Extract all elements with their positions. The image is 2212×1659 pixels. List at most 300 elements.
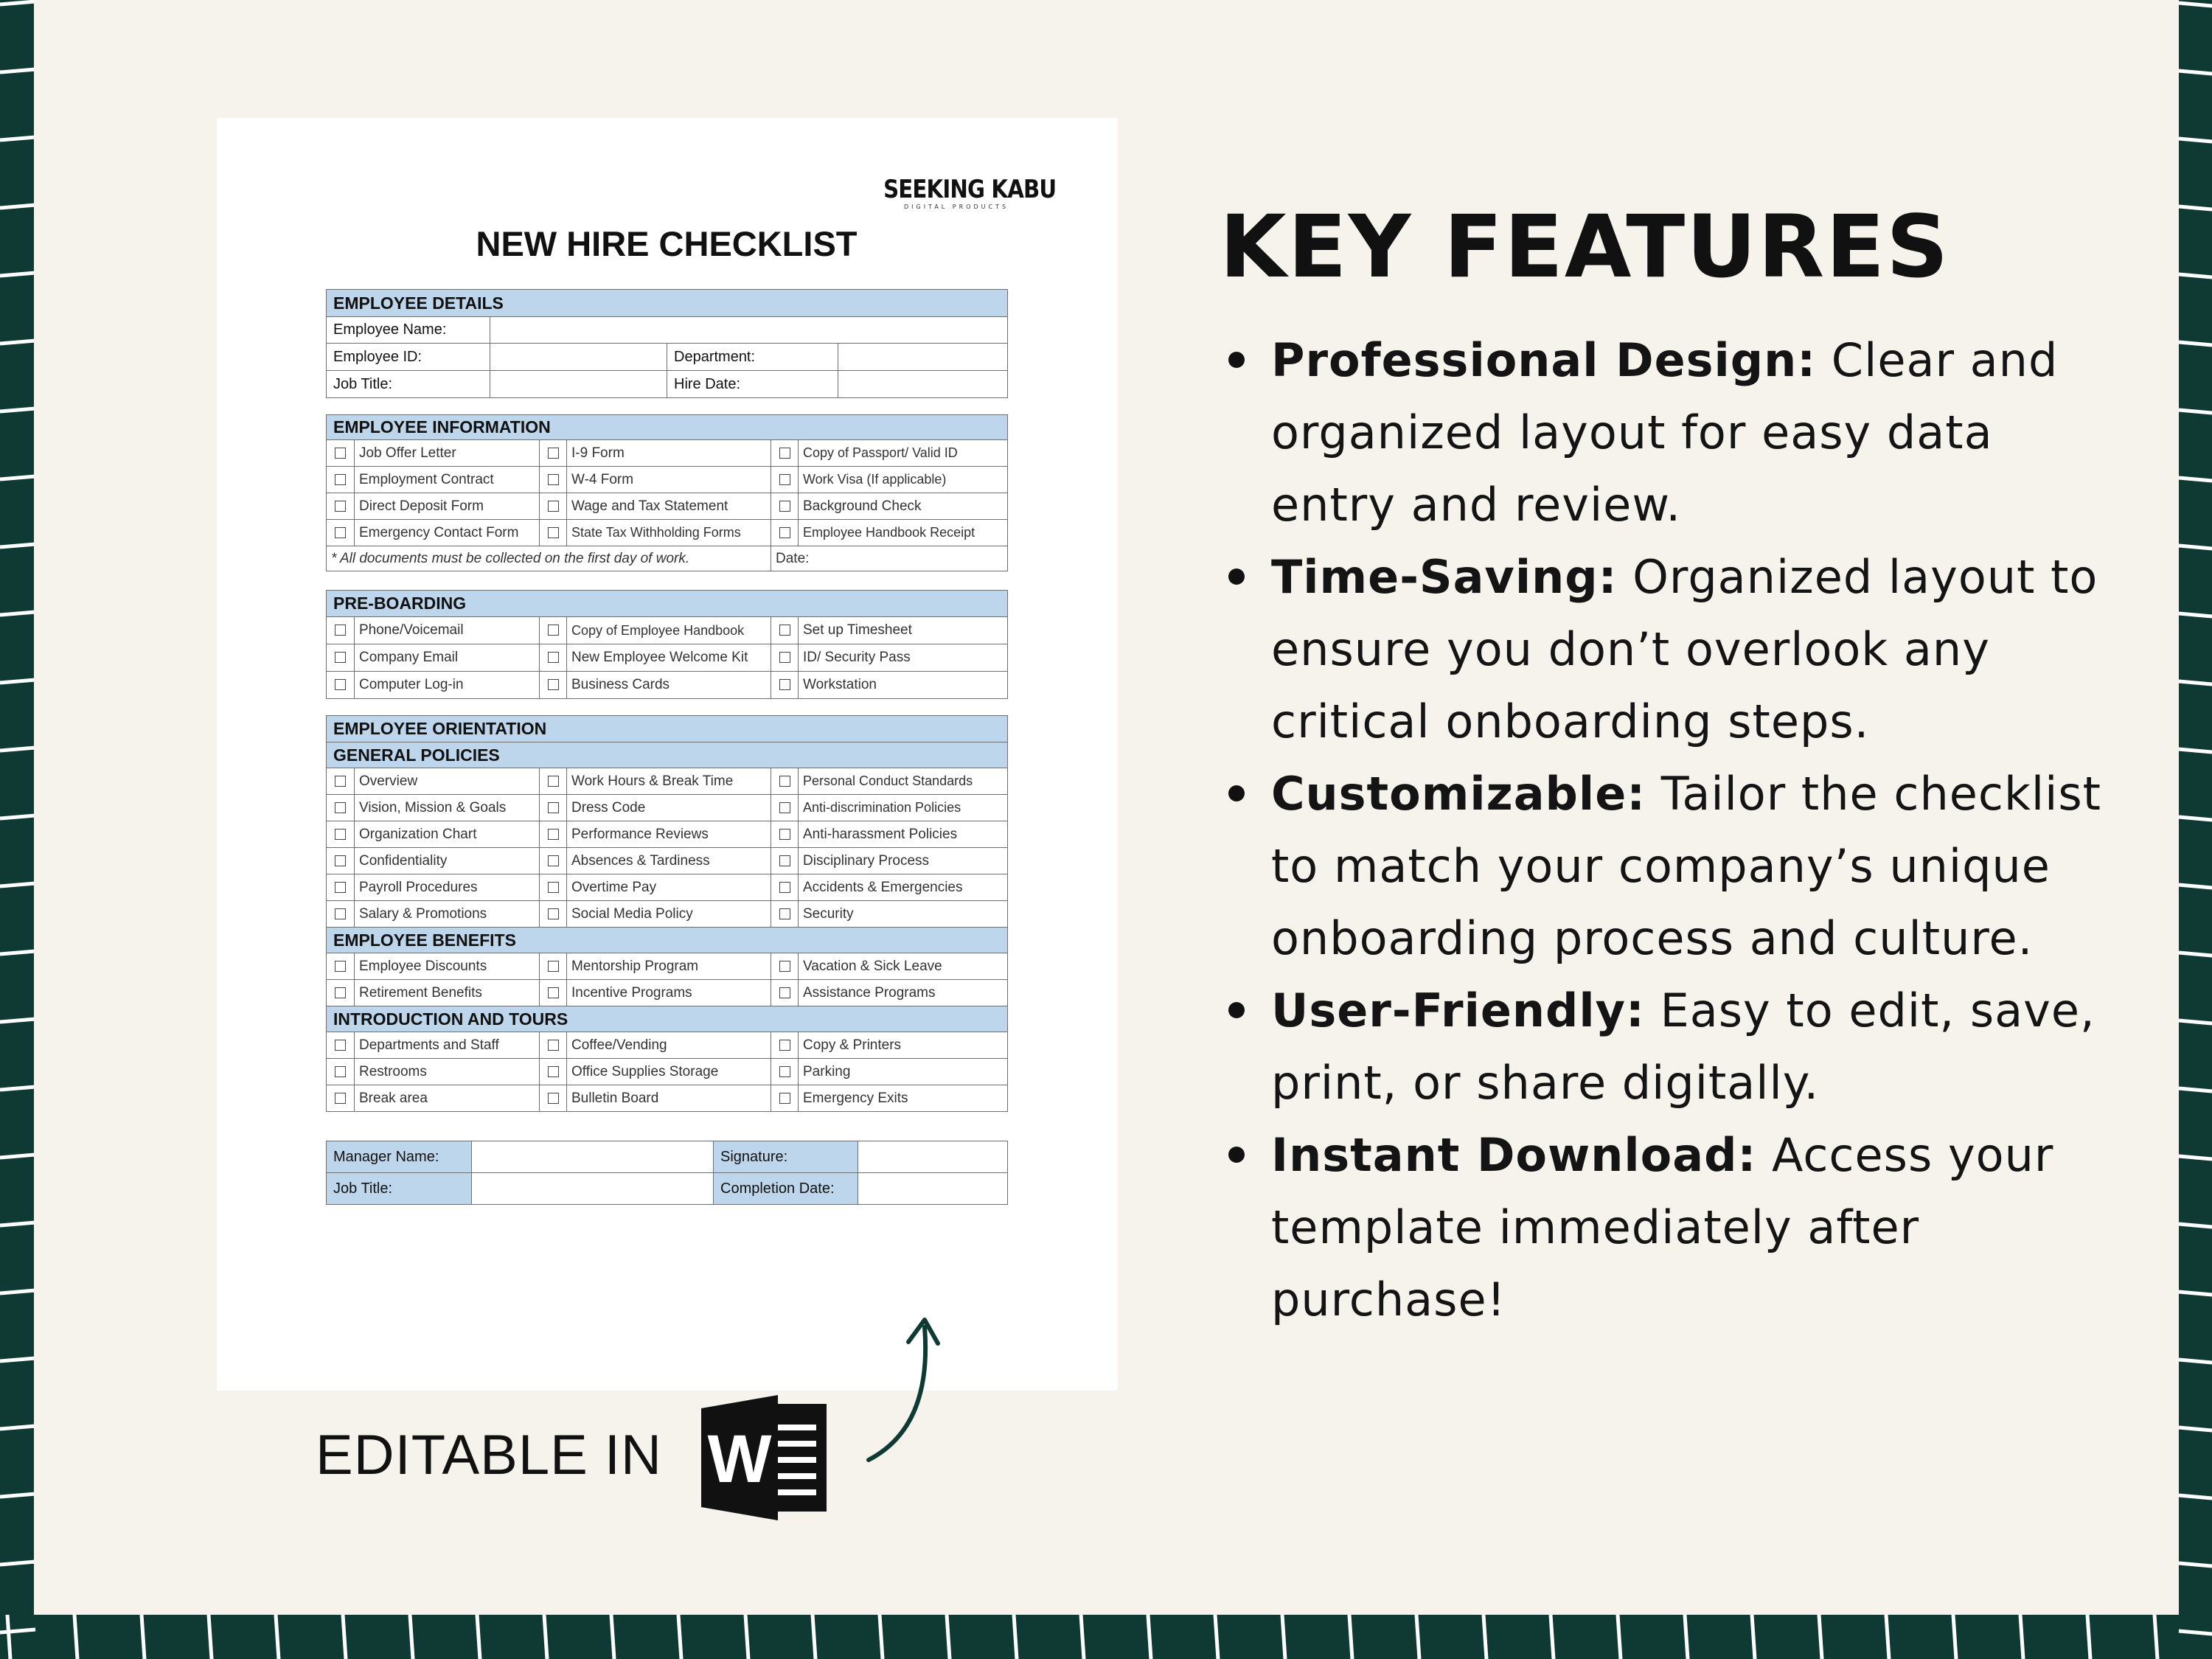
checklist-item-label: [355, 980, 540, 1006]
section-header: EMPLOYEE INFORMATION: [327, 415, 1008, 440]
item-text: Parking: [803, 1063, 851, 1079]
checkbox-box[interactable]: [548, 448, 559, 459]
checklist-item-label: [355, 1059, 540, 1085]
department-field[interactable]: [838, 344, 1008, 371]
item-text: Mentorship Program: [571, 958, 699, 974]
checkbox-box[interactable]: [335, 679, 346, 690]
bullet-icon: [1228, 568, 1245, 585]
checkbox-box[interactable]: [779, 1066, 790, 1077]
checkbox[interactable]: [540, 672, 567, 699]
checkbox-box[interactable]: [548, 625, 559, 636]
bullet-icon: [1228, 1147, 1245, 1163]
item-text: Overview: [359, 773, 418, 789]
checkbox-box[interactable]: [335, 855, 346, 866]
feature-name: User-Friendly:: [1271, 984, 1645, 1037]
checkbox[interactable]: [327, 768, 355, 795]
checkbox-box[interactable]: [335, 802, 346, 813]
checkbox-box[interactable]: [779, 855, 790, 866]
item-text: Anti-discrimination Policies: [803, 800, 961, 815]
feature-item: [1228, 324, 2113, 541]
checkbox-box[interactable]: [548, 961, 559, 972]
checkbox[interactable]: [540, 1032, 567, 1059]
checklist-item-label: [567, 874, 771, 901]
checkbox[interactable]: [771, 848, 799, 874]
checkbox-box[interactable]: [335, 652, 346, 663]
checkbox-box[interactable]: [779, 776, 790, 787]
checkbox[interactable]: [771, 821, 799, 848]
feature-description: Easy to edit, save, print, or share digitally.: [1271, 984, 2096, 1110]
checklist-item-label: [799, 672, 1008, 699]
section-header: EMPLOYEE DETAILS: [327, 290, 1008, 317]
checkbox[interactable]: [771, 644, 799, 672]
checklist-item-label: [799, 644, 1008, 672]
checklist-item-label: [355, 1085, 540, 1112]
item-text: W-4 Form: [571, 471, 634, 487]
checkbox-box[interactable]: [548, 908, 559, 919]
item-text: Security: [803, 905, 854, 922]
item-text: Employment Contract: [359, 471, 494, 487]
item-text: I-9 Form: [571, 445, 625, 461]
checkbox[interactable]: [771, 1059, 799, 1085]
checkbox-box[interactable]: [335, 908, 346, 919]
checklist-item-label: [567, 848, 771, 874]
item-text: Copy of Employee Handbook: [571, 622, 745, 638]
item-text: Overtime Pay: [571, 879, 657, 895]
item-text: Retirement Benefits: [359, 984, 482, 1001]
bullet-icon: [1228, 1002, 1245, 1018]
checkbox-box[interactable]: [335, 1093, 346, 1104]
checklist-item-label: [567, 901, 771, 928]
cream-panel: [34, 0, 2179, 1615]
signoff-job-title-field[interactable]: [472, 1173, 714, 1205]
checklist-item-label: [355, 821, 540, 848]
document-title: NEW HIRE CHECKLIST: [476, 224, 858, 263]
checkbox-box[interactable]: [335, 625, 346, 636]
manager-name-label: Manager Name:: [327, 1141, 472, 1173]
employee-orientation-section: [326, 715, 1007, 1112]
checkbox[interactable]: [771, 493, 799, 520]
checklist-row: [327, 848, 1008, 874]
bullet-icon: [1228, 352, 1245, 368]
checkbox-box[interactable]: [779, 961, 790, 972]
feature-item: [1228, 541, 2113, 758]
feature-name: Professional Design:: [1271, 333, 1817, 387]
item-text: Assistance Programs: [803, 984, 936, 1001]
checkbox-box[interactable]: [779, 652, 790, 663]
item-text: Dress Code: [571, 799, 646, 815]
checkbox-box[interactable]: [548, 1066, 559, 1077]
checkbox[interactable]: [771, 953, 799, 980]
checklist-item-label: [567, 520, 771, 546]
checkbox[interactable]: [771, 1032, 799, 1059]
checkbox-box[interactable]: [548, 855, 559, 866]
checkbox-box[interactable]: [335, 987, 346, 998]
checkbox-box[interactable]: [779, 679, 790, 690]
signoff-section: [326, 1141, 1007, 1205]
checkbox-box[interactable]: [779, 474, 790, 485]
checkbox[interactable]: [540, 1085, 567, 1112]
checklist-item-label: [799, 1032, 1008, 1059]
checkbox[interactable]: [540, 1059, 567, 1085]
employee-details-section: [326, 289, 1007, 398]
checkbox-box[interactable]: [548, 987, 559, 998]
checklist-item-label: [567, 980, 771, 1006]
checkbox[interactable]: [540, 644, 567, 672]
item-text: Vacation & Sick Leave: [803, 958, 942, 974]
checkbox[interactable]: [540, 467, 567, 493]
checkbox-box[interactable]: [335, 829, 346, 840]
checklist-item-label: [355, 617, 540, 644]
checklist-item-label: [355, 493, 540, 520]
checkbox-box[interactable]: [335, 501, 346, 512]
feature-name: Customizable:: [1271, 767, 1646, 821]
checkbox-box[interactable]: [548, 882, 559, 893]
checklist-item-label: [355, 768, 540, 795]
checkbox[interactable]: [771, 768, 799, 795]
features-list: [1228, 324, 2113, 1336]
feature-item: [1228, 758, 2113, 975]
checklist-item-label: [799, 980, 1008, 1006]
checkbox-box[interactable]: [779, 448, 790, 459]
word-icon: [701, 1392, 835, 1523]
employee-information-table: [326, 414, 1008, 571]
curved-arrow: [860, 1305, 956, 1475]
item-text: Emergency Exits: [803, 1090, 908, 1106]
hire-date-field[interactable]: [838, 371, 1008, 398]
item-text: Departments and Staff: [359, 1037, 499, 1053]
collection-note: * All documents must be collected on the first day of work.: [327, 546, 771, 571]
checklist-row: [327, 672, 1008, 699]
checkbox-box[interactable]: [779, 1093, 790, 1104]
checkbox[interactable]: [327, 520, 355, 546]
checklist-item-label: [355, 795, 540, 821]
manager-name-field[interactable]: [472, 1141, 714, 1173]
item-text: Wage and Tax Statement: [571, 498, 728, 514]
brand-subtitle: DIGITAL PRODUCTS: [903, 204, 1009, 210]
checkbox[interactable]: [327, 617, 355, 644]
employee-orientation-table: [326, 715, 1008, 1112]
checkbox-box[interactable]: [548, 501, 559, 512]
checkbox[interactable]: [327, 795, 355, 821]
checkbox[interactable]: [327, 493, 355, 520]
checkbox[interactable]: [771, 980, 799, 1006]
checkbox[interactable]: [771, 617, 799, 644]
checkbox-box[interactable]: [779, 882, 790, 893]
checkbox[interactable]: [327, 1085, 355, 1112]
item-text: Copy & Printers: [803, 1037, 902, 1053]
checkbox-box[interactable]: [548, 802, 559, 813]
checkbox-box[interactable]: [335, 1066, 346, 1077]
checklist-row: [327, 953, 1008, 980]
checkbox[interactable]: [327, 848, 355, 874]
checklist-item-label: [799, 768, 1008, 795]
checkbox[interactable]: [771, 874, 799, 901]
checklist-item-label: [799, 520, 1008, 546]
item-text: Emergency Contact Form: [359, 524, 519, 540]
checkbox-box[interactable]: [335, 882, 346, 893]
item-text: Break area: [359, 1090, 428, 1106]
checkbox[interactable]: [540, 617, 567, 644]
pre-boarding-section: [326, 590, 1007, 699]
feature-item: [1228, 1119, 2113, 1336]
checklist-item-label: [567, 768, 771, 795]
editable-in-label: EDITABLE IN: [316, 1424, 662, 1486]
checklist-item-label: [355, 848, 540, 874]
checkbox-box[interactable]: [779, 625, 790, 636]
checkbox-box[interactable]: [335, 448, 346, 459]
checklist-item-label: [355, 440, 540, 467]
checklist-item-label: [567, 467, 771, 493]
signature-field[interactable]: [858, 1141, 1008, 1173]
bullet-icon: [1228, 785, 1245, 801]
checklist-row: [327, 440, 1008, 467]
signature-label: Signature:: [714, 1141, 858, 1173]
checkbox-box[interactable]: [335, 527, 346, 538]
item-text: Absences & Tardiness: [571, 852, 710, 869]
checkbox[interactable]: [327, 672, 355, 699]
checkbox-box[interactable]: [779, 1040, 790, 1051]
item-text: Office Supplies Storage: [571, 1063, 719, 1079]
checkbox-box[interactable]: [548, 679, 559, 690]
signoff-table: [326, 1141, 1008, 1205]
item-text: Copy of Passport/ Valid ID: [803, 445, 958, 460]
checklist-item-label: [355, 644, 540, 672]
checklist-item-label: [355, 901, 540, 928]
employee-benefits-header: EMPLOYEE BENEFITS: [327, 928, 1008, 953]
item-text: Salary & Promotions: [359, 905, 487, 922]
item-text: Workstation: [803, 677, 877, 692]
checklist-item-label: [355, 467, 540, 493]
checkbox[interactable]: [771, 901, 799, 928]
item-text: Phone/Voicemail: [359, 622, 464, 638]
checklist-item-label: [567, 821, 771, 848]
checklist-row: [327, 467, 1008, 493]
checklist-item-label: [799, 953, 1008, 980]
employee-id-field[interactable]: [490, 344, 667, 371]
hire-date-label: Hire Date:: [667, 371, 838, 398]
checkbox-box[interactable]: [779, 501, 790, 512]
checklist-item-label: [799, 493, 1008, 520]
checkbox-box[interactable]: [548, 652, 559, 663]
item-text: Performance Reviews: [571, 826, 709, 842]
item-text: Coffee/Vending: [571, 1037, 667, 1053]
checklist-row: [327, 644, 1008, 672]
checkbox[interactable]: [771, 467, 799, 493]
checklist-item-label: [567, 1085, 771, 1112]
item-text: Employee Handbook Receipt: [803, 525, 975, 540]
item-text: Incentive Programs: [571, 984, 692, 1001]
checkbox[interactable]: [540, 520, 567, 546]
checklist-row: [327, 795, 1008, 821]
employee-name-field[interactable]: [490, 317, 1008, 344]
checklist-document: [217, 118, 1118, 1391]
item-text: Business Cards: [571, 677, 670, 692]
checklist-item-label: [799, 440, 1008, 467]
checkbox[interactable]: [771, 520, 799, 546]
checklist-item-label: [799, 467, 1008, 493]
feature-description: Access your template immediately after purchase!: [1271, 1128, 2054, 1326]
checkbox[interactable]: [327, 901, 355, 928]
checklist-item-label: [799, 821, 1008, 848]
checklist-row: [327, 1059, 1008, 1085]
item-text: Work Hours & Break Time: [571, 773, 734, 789]
feature-description: Clear and organized layout for easy data entry and review.: [1271, 333, 2059, 532]
checklist-item-label: [567, 1059, 771, 1085]
checklist-row: [327, 768, 1008, 795]
checklist-item-label: [567, 644, 771, 672]
checkbox[interactable]: [540, 980, 567, 1006]
checkbox[interactable]: [540, 848, 567, 874]
svg-text:W: W: [707, 1422, 772, 1497]
checkbox[interactable]: [540, 768, 567, 795]
checklist-row: [327, 980, 1008, 1006]
feature-name: Time-Saving:: [1271, 550, 1618, 604]
checkbox[interactable]: [327, 1032, 355, 1059]
checkbox[interactable]: [540, 493, 567, 520]
checklist-item-label: [355, 953, 540, 980]
checkbox[interactable]: [327, 644, 355, 672]
checkbox-box[interactable]: [548, 527, 559, 538]
brand-logo: [872, 175, 1057, 211]
department-label: Department:: [667, 344, 838, 371]
item-text: Disciplinary Process: [803, 852, 930, 869]
checklist-item-label: [355, 874, 540, 901]
feature-name: Instant Download:: [1271, 1128, 1757, 1182]
completion-date-field[interactable]: [858, 1173, 1008, 1205]
checkbox-box[interactable]: [779, 987, 790, 998]
checkbox[interactable]: [327, 1059, 355, 1085]
checkbox[interactable]: [771, 795, 799, 821]
checklist-row: [327, 493, 1008, 520]
checklist-item-label: [355, 1032, 540, 1059]
checkbox[interactable]: [327, 440, 355, 467]
checklist-item-label: [799, 874, 1008, 901]
item-text: Social Media Policy: [571, 905, 693, 922]
feature-description: Organized layout to ensure you don’t overlook any critical onboarding steps.: [1271, 550, 2098, 748]
employee-information-section: [326, 414, 1007, 571]
item-text: Anti-harassment Policies: [803, 826, 958, 842]
checkbox-box[interactable]: [548, 474, 559, 485]
checkbox[interactable]: [540, 901, 567, 928]
section-header: PRE-BOARDING: [327, 591, 1008, 617]
checklist-item-label: [799, 1085, 1008, 1112]
checkbox-box[interactable]: [548, 829, 559, 840]
section-header: EMPLOYEE ORIENTATION: [327, 716, 1008, 742]
checklist-row: [327, 901, 1008, 928]
checkbox[interactable]: [540, 795, 567, 821]
checkbox-box[interactable]: [335, 474, 346, 485]
brand-name: SEEKING KABU: [883, 175, 1057, 204]
checklist-item-label: [567, 795, 771, 821]
date-field[interactable]: Date:: [771, 546, 1008, 571]
signoff-job-title-label: Job Title:: [327, 1173, 472, 1205]
item-text: Personal Conduct Standards: [803, 773, 973, 788]
checklist-row: [327, 821, 1008, 848]
checklist-row: [327, 617, 1008, 644]
item-text: ID/ Security Pass: [803, 650, 911, 665]
item-text: Confidentiality: [359, 852, 448, 869]
checklist-item-label: [799, 795, 1008, 821]
item-text: New Employee Welcome Kit: [571, 650, 748, 665]
checkbox-box[interactable]: [779, 908, 790, 919]
introduction-tours-header: INTRODUCTION AND TOURS: [327, 1006, 1008, 1032]
checklist-item-label: [799, 1059, 1008, 1085]
checklist-row: [327, 1032, 1008, 1059]
checkbox[interactable]: [771, 672, 799, 699]
item-text: Bulletin Board: [571, 1090, 659, 1106]
employee-id-label: Employee ID:: [327, 344, 490, 371]
feature-item: [1228, 975, 2113, 1119]
checklist-item-label: [355, 520, 540, 546]
pre-boarding-table: [326, 590, 1008, 699]
checklist-row: [327, 520, 1008, 546]
checkbox-box[interactable]: [335, 961, 346, 972]
item-text: Computer Log-in: [359, 677, 464, 692]
checkbox[interactable]: [540, 953, 567, 980]
checkbox[interactable]: [327, 980, 355, 1006]
checkbox-box[interactable]: [335, 1040, 346, 1051]
checklist-item-label: [567, 953, 771, 980]
checkbox-box[interactable]: [548, 1040, 559, 1051]
checkbox[interactable]: [327, 874, 355, 901]
item-text: Payroll Procedures: [359, 879, 478, 895]
item-text: Organization Chart: [359, 826, 477, 842]
item-text: Vision, Mission & Goals: [359, 799, 507, 815]
job-title-field[interactable]: [490, 371, 667, 398]
item-text: Employee Discounts: [359, 958, 487, 974]
checkbox-box[interactable]: [779, 527, 790, 538]
key-features-title: KEY FEATURES: [1220, 196, 1950, 297]
checkbox[interactable]: [327, 467, 355, 493]
employee-details-table: [326, 289, 1008, 398]
checklist-item-label: [567, 672, 771, 699]
checklist-row: [327, 1085, 1008, 1112]
checklist-item-label: [799, 901, 1008, 928]
item-text: Set up Timesheet: [803, 622, 912, 638]
item-text: Direct Deposit Form: [359, 498, 484, 514]
checklist-row: [327, 874, 1008, 901]
checkbox-box[interactable]: [548, 776, 559, 787]
checkbox-box[interactable]: [335, 776, 346, 787]
checklist-item-label: [799, 617, 1008, 644]
item-text: Background Check: [803, 498, 922, 514]
checkbox[interactable]: [540, 440, 567, 467]
checklist-item-label: [567, 1032, 771, 1059]
employee-name-label: Employee Name:: [327, 317, 490, 344]
feature-description: Tailor the checklist to match your company’s unique onboarding process and culture.: [1271, 767, 2101, 965]
checklist-item-label: [799, 848, 1008, 874]
checkbox[interactable]: [771, 440, 799, 467]
checkbox[interactable]: [540, 821, 567, 848]
item-text: Work Visa (If applicable): [803, 472, 947, 487]
checkbox[interactable]: [540, 874, 567, 901]
item-text: Restrooms: [359, 1063, 427, 1079]
checkbox-box[interactable]: [779, 829, 790, 840]
checklist-item-label: [567, 493, 771, 520]
item-text: Company Email: [359, 650, 459, 665]
item-text: Job Offer Letter: [359, 445, 456, 461]
checkbox[interactable]: [327, 821, 355, 848]
checkbox[interactable]: [327, 953, 355, 980]
completion-date-label: Completion Date:: [714, 1173, 858, 1205]
checkbox-box[interactable]: [779, 802, 790, 813]
checklist-item-label: [567, 440, 771, 467]
checkbox-box[interactable]: [548, 1093, 559, 1104]
checklist-item-label: [355, 672, 540, 699]
item-text: State Tax Withholding Forms: [571, 525, 741, 540]
checkbox[interactable]: [771, 1085, 799, 1112]
item-text: Accidents & Emergencies: [803, 879, 963, 895]
